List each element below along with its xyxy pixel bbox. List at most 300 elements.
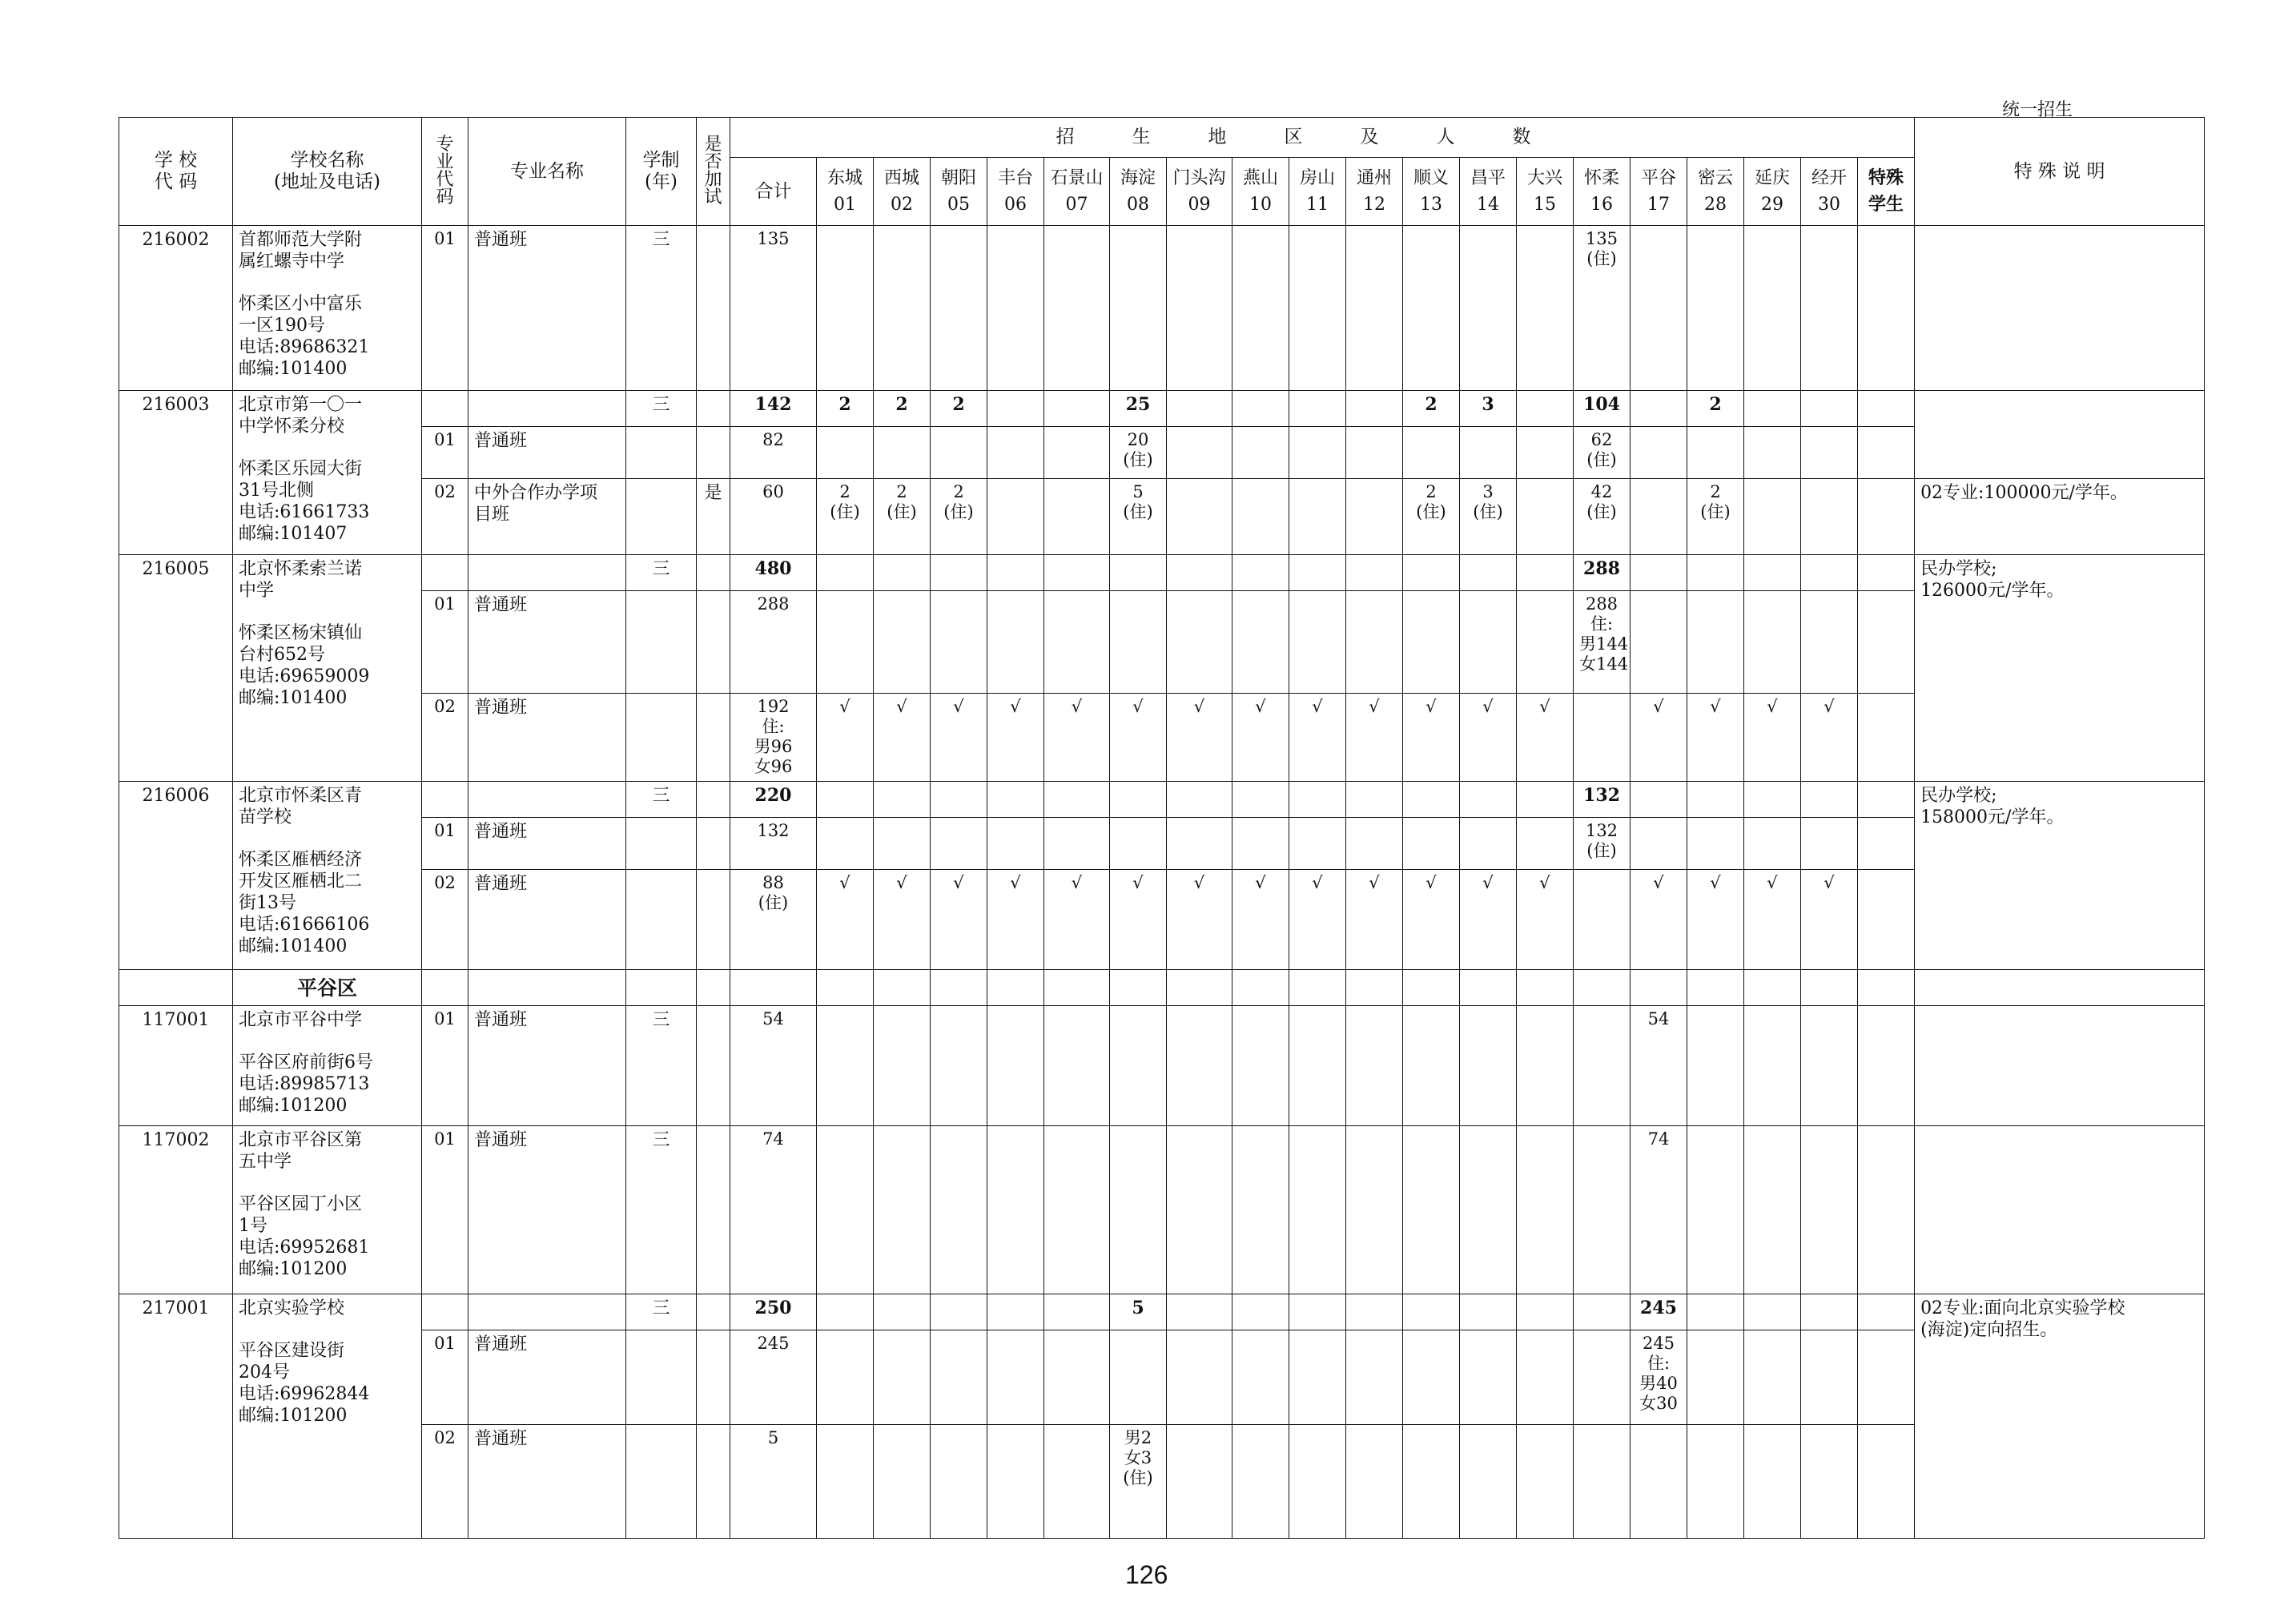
major-total [730,226,817,391]
extra-exam [697,226,730,391]
region-count-09 [1167,870,1232,970]
region-count-17 [1631,694,1687,782]
region-count-16 [1574,427,1631,479]
region-count-06 [987,226,1044,391]
school-notes [1915,391,2205,479]
count-line: 2 [839,482,850,501]
header-text: 业 [436,152,454,172]
header-region-13 [1403,158,1460,226]
region-count-07 [1044,782,1110,818]
empty-cell [697,970,730,1006]
count-line: √ [1425,873,1437,892]
count-line: √ [1193,873,1205,892]
count-text: 2 [1425,394,1438,415]
duration [626,427,697,479]
region-count-06 [987,782,1044,818]
region-count-17 [1631,1425,1687,1539]
school-code [119,555,233,782]
count-line: 2 [1425,482,1437,501]
region-name: 房山 [1299,168,1335,188]
count-line: 42 [1590,482,1613,501]
region-count-07 [1044,427,1110,479]
region-count-01 [817,1294,874,1330]
region-count-01 [817,818,874,870]
region-count-10 [1232,555,1289,591]
region-count-15 [1517,782,1574,818]
region-count-28 [1687,1006,1744,1126]
header-total [730,158,817,226]
header-special [1858,158,1915,226]
special-count [1858,1330,1915,1425]
major-row [119,479,2205,555]
header-region-06 [987,158,1044,226]
major-code-text: 02 [434,873,456,892]
extra-exam [697,782,730,818]
total-line: 288 [757,594,790,614]
region-count-11 [1289,1126,1346,1294]
region-count-01 [817,870,874,970]
region-name: 门头沟 [1172,168,1226,188]
count-line: 62 [1590,430,1613,449]
region-count-07 [1044,1294,1110,1330]
region-count-09 [1167,555,1232,591]
header-text: 代 码 [154,171,198,192]
empty-cell [1167,970,1232,1006]
region-count-13 [1403,479,1460,555]
region-count-28 [1687,555,1744,591]
region-count-30 [1801,479,1858,555]
region-count-12 [1346,479,1403,555]
region-count-17 [1631,479,1687,555]
school-address-line: 开发区雁栖北二 [239,871,363,891]
major-code [422,391,468,427]
region-count-02 [874,1425,931,1539]
region-count-28 [1687,591,1744,694]
region-name: 昌平 [1470,168,1506,188]
header-extra-exam [697,118,730,226]
count-line: √ [1767,697,1778,716]
header-region-12 [1346,158,1403,226]
region-count-12 [1346,427,1403,479]
region-count-14 [1460,226,1517,391]
duration [626,1006,697,1126]
major-name [468,555,626,591]
count-text: 3 [1482,394,1494,415]
region-count-01 [817,226,874,391]
region-count-29 [1744,555,1801,591]
count-text: 288 [1583,558,1620,579]
duration-text: 三 [652,395,670,415]
region-count-30 [1801,818,1858,870]
major-row [119,1126,2205,1294]
school-name [233,1126,422,1294]
empty-cell [1631,970,1687,1006]
major-total [730,591,817,694]
school-notes [1915,1006,2205,1126]
region-count-14 [1460,1330,1517,1425]
region-count-13 [1403,391,1460,427]
school-address-line: 怀柔区乐园大街 [239,459,363,479]
region-count-16 [1574,591,1631,694]
duration-text: 三 [652,1010,670,1030]
school-address-line: 邮编:101200 [239,1096,348,1116]
school-address-line: 电话:89985713 [239,1074,370,1094]
region-count-30 [1801,226,1858,391]
school-summary-row [119,782,2205,818]
count-line: √ [1369,873,1380,892]
spacer [239,1319,416,1340]
region-count-11 [1289,818,1346,870]
region-count-05 [931,591,987,694]
region-count-01 [817,1126,874,1294]
region-count-11 [1289,782,1346,818]
major-code-text: 02 [434,482,456,501]
special-count [1858,391,1915,427]
summary-total [730,782,817,818]
school-address-line: 邮编:101200 [239,1406,348,1426]
region-count-16 [1574,1006,1631,1126]
spacer [239,828,416,849]
region-count-10 [1232,1330,1289,1425]
school-code [119,1126,233,1294]
enrollment-table [119,117,2205,1539]
region-code: 10 [1249,195,1272,215]
region-name: 顺义 [1413,168,1449,188]
region-count-07 [1044,226,1110,391]
school-name-line: 北京市第一〇一 [239,395,363,415]
empty-cell [931,970,987,1006]
count-line: 5 [1132,482,1144,501]
spacer [239,602,416,622]
region-count-02 [874,1294,931,1330]
region-count-17 [1631,782,1687,818]
school-code [119,391,233,555]
region-name: 西城 [883,168,919,188]
special-count [1858,1126,1915,1294]
header-major-name [468,118,626,226]
region-count-13 [1403,782,1460,818]
count-line: (住) [1586,841,1617,860]
region-count-12 [1346,1330,1403,1425]
region-count-11 [1289,1330,1346,1425]
region-count-17 [1631,1006,1687,1126]
region-count-28 [1687,818,1744,870]
region-count-13 [1403,1330,1460,1425]
region-count-13 [1403,870,1460,970]
count-line: √ [1710,873,1721,892]
count-line: √ [1255,873,1266,892]
note-line: 02专业:面向北京实验学校 [1920,1298,2125,1318]
school-address-line: 邮编:101400 [239,688,348,708]
school-name [233,1294,422,1539]
region-code: 08 [1127,195,1149,215]
region-name: 平谷 [1640,168,1676,188]
region-count-07 [1044,1330,1110,1425]
school-name [233,782,422,970]
region-count-29 [1744,226,1801,391]
total-line: (住) [758,893,789,912]
region-count-07 [1044,479,1110,555]
school-address-line: 1号 [239,1216,267,1236]
extra-exam [697,1425,730,1539]
major-total [730,1330,817,1425]
header-notes [1915,118,2205,226]
total-line: 女96 [754,757,793,776]
region-count-06 [987,694,1044,782]
school-name-line: 五中学 [239,1152,292,1172]
total-line: 132 [757,821,790,840]
region-count-14 [1460,694,1517,782]
extra-exam [697,1330,730,1425]
region-count-12 [1346,1425,1403,1539]
region-count-10 [1232,782,1289,818]
school-name-line: 属红螺寺中学 [239,252,345,272]
school-address-line: 平谷区建设街 [239,1341,345,1361]
region-count-09 [1167,1425,1232,1539]
region-count-29 [1744,1126,1801,1294]
region-count-28 [1687,870,1744,970]
count-line: √ [1010,873,1021,892]
total-line: 男96 [754,737,793,756]
region-count-16 [1574,1330,1631,1425]
region-code: 06 [1004,195,1027,215]
header-text: 招生地区及人数 [1056,127,1589,147]
extra-exam [697,694,730,782]
region-count-07 [1044,591,1110,694]
major-name-line: 目班 [474,505,510,525]
region-count-01 [817,555,874,591]
region-count-30 [1801,782,1858,818]
special-count [1858,226,1915,391]
duration [626,591,697,694]
region-count-08 [1110,694,1167,782]
region-count-16 [1574,1126,1631,1294]
major-name [468,870,626,970]
duration-text: 三 [652,1130,670,1150]
region-count-09 [1167,427,1232,479]
region-count-15 [1517,1126,1574,1294]
count-line: √ [1255,697,1266,716]
region-code: 09 [1188,195,1211,215]
school-name-line: 北京市平谷中学 [239,1010,363,1030]
region-count-30 [1801,1126,1858,1294]
region-count-10 [1232,1126,1289,1294]
count-line: √ [1824,697,1835,716]
count-line: (住) [1416,502,1446,521]
region-count-01 [817,479,874,555]
school-address-line: 怀柔区雁栖经济 [239,850,363,870]
major-name-line: 普通班 [474,1429,528,1449]
region-count-16 [1574,694,1631,782]
empty-cell [1232,970,1289,1006]
major-code [422,1126,468,1294]
region-count-13 [1403,1006,1460,1126]
major-name [468,1330,626,1425]
count-line: (住) [1473,502,1503,521]
region-count-14 [1460,427,1517,479]
region-code: 11 [1306,195,1329,215]
major-row [119,1006,2205,1126]
region-count-17 [1631,555,1687,591]
region-count-17 [1631,1330,1687,1425]
region-count-14 [1460,782,1517,818]
region-code: 30 [1818,195,1840,215]
school-name [233,1006,422,1126]
count-line: √ [1653,873,1664,892]
region-count-06 [987,1425,1044,1539]
school-name-line: 苗学校 [239,807,292,827]
region-count-29 [1744,1330,1801,1425]
major-code [422,818,468,870]
major-name [468,479,626,555]
region-count-15 [1517,1425,1574,1539]
count-line: √ [1653,697,1664,716]
school-address-line: 电话:61666106 [239,915,370,935]
region-count-17 [1631,427,1687,479]
extra-exam [697,1126,730,1294]
count-line: (住) [1586,450,1617,469]
school-name-line: 北京市怀柔区青 [239,786,363,806]
region-name: 密云 [1697,168,1733,188]
region-count-30 [1801,1425,1858,1539]
school-code [119,1294,233,1539]
school-notes [1915,479,2205,555]
special-count [1858,818,1915,870]
region-count-12 [1346,694,1403,782]
empty-cell [1289,970,1346,1006]
region-code: 01 [834,195,856,215]
region-count-30 [1801,694,1858,782]
school-code-text: 117001 [142,1010,210,1030]
major-name-line: 普通班 [474,874,528,894]
major-code-text: 01 [434,1009,456,1028]
region-name: 东城 [826,168,863,188]
region-count-28 [1687,1330,1744,1425]
count-line: 女144 [1579,654,1629,674]
empty-cell [119,970,233,1006]
duration [626,1126,697,1294]
major-code-text: 01 [434,430,456,449]
empty-cell [1687,970,1744,1006]
count-line: 2 [1710,482,1721,501]
region-count-12 [1346,555,1403,591]
count-line: √ [1824,873,1835,892]
region-code: 29 [1761,195,1783,215]
region-name: 怀柔 [1583,168,1619,188]
region-count-06 [987,1330,1044,1425]
header-region-05 [931,158,987,226]
major-name [468,391,626,427]
region-count-08 [1110,1006,1167,1126]
region-count-15 [1517,427,1574,479]
region-count-08 [1110,555,1167,591]
region-count-02 [874,591,931,694]
region-count-05 [931,1006,987,1126]
school-address-line: 电话:69659009 [239,666,370,686]
region-code: 16 [1590,195,1613,215]
special-count [1858,1006,1915,1126]
header-region-08 [1110,158,1167,226]
region-count-08 [1110,479,1167,555]
header-major-code [422,118,468,226]
region-code: 07 [1065,195,1088,215]
region-count-09 [1167,1126,1232,1294]
major-code [422,1294,468,1330]
header-text: 是 [704,135,722,155]
region-count-28 [1687,694,1744,782]
region-count-29 [1744,1425,1801,1539]
region-name: 通州 [1356,168,1392,188]
region-count-12 [1346,818,1403,870]
region-count-08 [1110,591,1167,694]
major-total [730,1425,817,1539]
region-count-30 [1801,591,1858,694]
region-count-07 [1044,1425,1110,1539]
header-duration [626,118,697,226]
duration [626,391,697,427]
header-region-09 [1167,158,1232,226]
region-count-30 [1801,427,1858,479]
extra-exam [697,870,730,970]
count-line: √ [896,873,907,892]
region-name: 海淀 [1120,168,1156,188]
region-count-05 [931,870,987,970]
extra-exam [697,1294,730,1330]
count-line: 男144 [1579,634,1629,654]
region-count-13 [1403,427,1460,479]
school-address-line: 平谷区府前街6号 [239,1052,373,1073]
region-count-30 [1801,1006,1858,1126]
count-line: √ [1539,697,1550,716]
total-line: 135 [757,229,790,248]
count-text: 2 [1709,394,1722,415]
major-row [119,226,2205,391]
district-name [233,970,422,1006]
region-count-30 [1801,1330,1858,1425]
major-total [730,1126,817,1294]
major-row [119,1330,2205,1425]
duration-text: 三 [652,1298,670,1318]
duration [626,870,697,970]
duration-text: 三 [652,230,670,250]
major-name [468,818,626,870]
header-region-10 [1232,158,1289,226]
header-region-29 [1744,158,1801,226]
region-count-14 [1460,555,1517,591]
extra-exam [697,591,730,694]
school-name-line: 北京实验学校 [239,1298,345,1318]
region-count-29 [1744,1006,1801,1126]
count-line: (住) [1123,502,1153,521]
region-count-09 [1167,226,1232,391]
count-line: √ [1539,873,1550,892]
duration [626,555,697,591]
region-name: 石景山 [1050,168,1104,188]
major-code [422,427,468,479]
region-name: 朝阳 [940,168,976,188]
major-code [422,591,468,694]
region-code: 12 [1363,195,1385,215]
spacer [239,1031,416,1052]
count-line: √ [1767,873,1778,892]
region-count-01 [817,591,874,694]
header-school-name [233,118,422,226]
major-code-text: 02 [434,697,456,716]
region-count-07 [1044,870,1110,970]
major-code [422,1330,468,1425]
major-row [119,591,2205,694]
empty-cell [987,970,1044,1006]
